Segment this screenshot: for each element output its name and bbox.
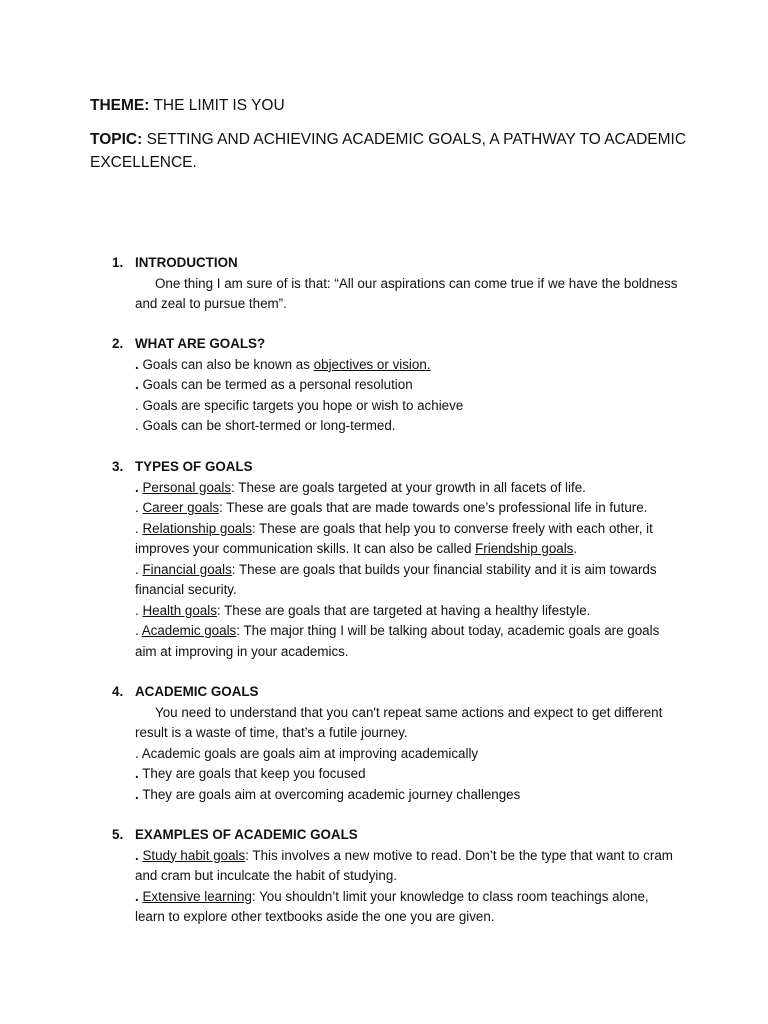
list-item bbox=[135, 621, 682, 662]
item-term: Study habit goals bbox=[142, 847, 246, 863]
topic-label: TOPIC: bbox=[90, 131, 143, 148]
section-title: WHAT ARE GOALS? bbox=[135, 336, 266, 351]
bullet-mark: . bbox=[135, 356, 139, 372]
section-number: 5. bbox=[112, 827, 124, 842]
list-item bbox=[135, 887, 682, 928]
section-heading bbox=[112, 825, 682, 846]
list-item bbox=[135, 416, 682, 437]
section-title: EXAMPLES OF ACADEMIC GOALS bbox=[135, 827, 358, 842]
section-academic-goals bbox=[112, 682, 682, 805]
list-item bbox=[135, 744, 682, 765]
academic-goals-paragraph: You need to understand that you can't repeat same actions and expect to get different result is a waste of time, that’s a futile journey. bbox=[135, 704, 663, 740]
list-item bbox=[135, 478, 682, 499]
bullet-mark: . bbox=[135, 561, 139, 577]
bullet-mark: . bbox=[135, 766, 139, 781]
item-term: Personal goals bbox=[142, 479, 232, 495]
list-item bbox=[135, 375, 682, 396]
section-title: TYPES OF GOALS bbox=[135, 459, 253, 474]
section-number: 2. bbox=[112, 336, 124, 351]
bullet-mark: . bbox=[135, 418, 139, 433]
item-text-end: . bbox=[573, 541, 578, 556]
section-what-are-goals bbox=[112, 334, 682, 437]
item-term: Relationship goals bbox=[142, 520, 252, 536]
item-text: : These are goals that builds your financial stability and it is aim towards financial security. bbox=[135, 561, 657, 597]
bullet-mark: . bbox=[135, 786, 139, 802]
section-title: INTRODUCTION bbox=[135, 255, 238, 270]
item-text: They are goals that keep you focused bbox=[142, 766, 366, 781]
item-term: Financial goals bbox=[142, 561, 232, 577]
section-heading bbox=[112, 457, 682, 478]
theme-value: THE LIMIT IS YOU bbox=[153, 97, 285, 114]
item-text: : This involves a new motive to read. Don’t be the type that want to cram and cram but inculcate the habit of studying. bbox=[135, 847, 673, 883]
list-item bbox=[135, 785, 682, 806]
intro-paragraph: One thing I am sure of is that: “All our aspirations can come true if we have the boldness and zeal to pursue them”. bbox=[135, 275, 678, 311]
item-term: Career goals bbox=[142, 500, 220, 515]
bullet-mark: . bbox=[135, 500, 139, 515]
bullet-mark: . bbox=[135, 479, 139, 495]
list-item bbox=[135, 846, 682, 887]
list-item bbox=[135, 560, 682, 601]
item-text: They are goals aim at overcoming academic journey challenges bbox=[142, 786, 521, 802]
bullet-mark: . bbox=[135, 520, 139, 536]
section-title: ACADEMIC GOALS bbox=[135, 684, 259, 699]
bullet-mark: . bbox=[135, 888, 139, 904]
section-heading bbox=[112, 253, 682, 274]
list-item bbox=[135, 396, 682, 417]
section-number: 4. bbox=[112, 684, 124, 699]
item-text: : These are goals that help you to converse freely with each other, it improves your communication skills. It can also be called bbox=[135, 520, 653, 556]
item-text: : These are goals that are targeted at having a healthy lifestyle. bbox=[216, 602, 591, 618]
section-number: 1. bbox=[112, 255, 124, 270]
topic-line bbox=[90, 128, 690, 174]
item-term: Academic goals bbox=[141, 623, 237, 638]
section-introduction bbox=[112, 253, 682, 315]
item-text: : You shouldn’t limit your knowledge to class room teachings alone, learn to explore other textbooks aside the one you are given. bbox=[135, 888, 649, 924]
item-text: Goals are specific targets you hope or wish to achieve bbox=[142, 397, 464, 413]
item-text: Goals can also be known as bbox=[142, 356, 314, 372]
bullet-mark: . bbox=[135, 847, 139, 863]
list-item bbox=[135, 498, 682, 519]
item-text: Academic goals are goals aim at improving academically bbox=[141, 745, 479, 761]
item-text: : These are goals that are made towards one’s professional life in future. bbox=[219, 500, 648, 515]
bullet-mark: . bbox=[135, 623, 139, 638]
theme-label: THEME: bbox=[90, 97, 150, 114]
bullet-mark: . bbox=[135, 602, 139, 618]
bullet-mark: . bbox=[135, 745, 139, 761]
section-examples-of-academic-goals bbox=[112, 825, 682, 928]
theme-line bbox=[90, 94, 690, 117]
section-heading bbox=[112, 334, 682, 355]
list-item bbox=[135, 764, 682, 785]
list-item bbox=[135, 519, 682, 560]
bullet-mark: . bbox=[135, 397, 139, 413]
item-underlined-text: objectives or vision. bbox=[313, 356, 431, 372]
item-term: Health goals bbox=[142, 602, 217, 618]
topic-value: SETTING AND ACHIEVING ACADEMIC GOALS, A PATHWAY TO ACADEMIC EXCELLENCE. bbox=[90, 131, 687, 171]
item-text: : These are goals targeted at your growth in all facets of life. bbox=[231, 479, 586, 495]
item-text: Goals can be termed as a personal resolution bbox=[142, 377, 413, 392]
section-number: 3. bbox=[112, 459, 124, 474]
bullet-mark: . bbox=[135, 377, 139, 392]
item-term-secondary: Friendship goals bbox=[475, 541, 574, 556]
list-item bbox=[135, 601, 682, 622]
section-heading bbox=[112, 682, 682, 703]
item-text: Goals can be short-termed or long-termed. bbox=[142, 418, 396, 433]
section-types-of-goals bbox=[112, 457, 682, 662]
item-term: Extensive learning bbox=[142, 888, 252, 904]
item-text: : The major thing I will be talking about today, academic goals are goals aim at improving in your academics. bbox=[135, 623, 660, 659]
list-item bbox=[135, 355, 682, 376]
